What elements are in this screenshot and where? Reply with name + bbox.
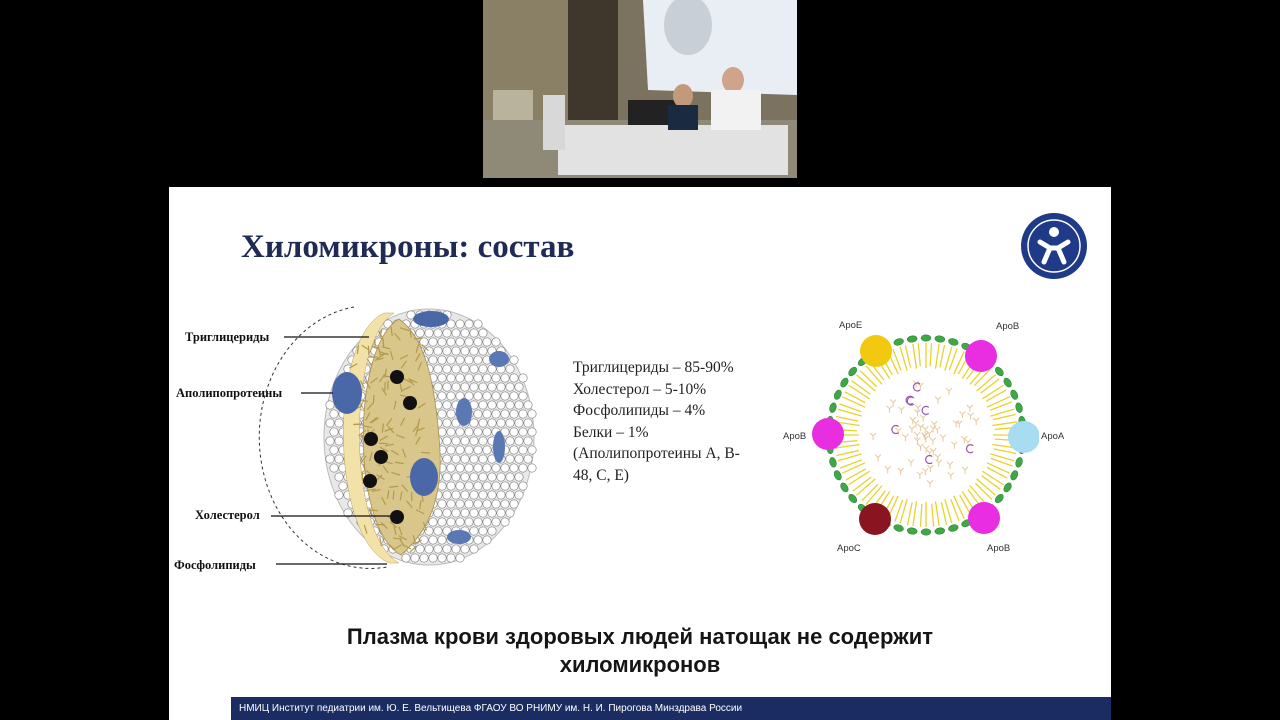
composition-item: Белки – 1% bbox=[573, 423, 649, 441]
apo-e-protein bbox=[860, 335, 892, 367]
presentation-slide bbox=[169, 187, 1111, 720]
conclusion-line-2: хиломикронов bbox=[559, 652, 721, 677]
composition-item: 48, С, Е) bbox=[573, 466, 629, 484]
apo-label: ApoB bbox=[987, 543, 1011, 554]
composition-item: (Аполипопротеины А, В- bbox=[573, 445, 740, 462]
conclusion-line-1: Плазма крови здоровых людей натощак не содержит bbox=[346, 624, 934, 649]
composition-item: Холестерол – 5-10% bbox=[573, 380, 707, 398]
slide-footer: НМИЦ Институт педиатрии им. Ю. Е. Вельтищева ФГАОУ ВО РНИМУ им. Н. И. Пирогова Минздрава России bbox=[231, 697, 1111, 720]
label-phospholipids: Фосфолипиды bbox=[174, 558, 256, 572]
apo-label: ApoC bbox=[837, 543, 861, 554]
institute-logo-icon bbox=[1020, 212, 1088, 280]
apo-a-protein bbox=[1008, 421, 1039, 453]
apo-b-protein bbox=[812, 418, 844, 450]
apo-label: ApoA bbox=[1041, 431, 1065, 442]
apo-c-protein bbox=[859, 503, 891, 535]
webcam-scene bbox=[483, 0, 797, 178]
slide-conclusion bbox=[169, 623, 1111, 679]
apo-label: ApoB bbox=[783, 431, 807, 442]
label-triglycerides: Триглицериды bbox=[185, 330, 270, 344]
apo-b-protein bbox=[968, 502, 1000, 534]
chylomicron-cross-section-diagram bbox=[169, 297, 549, 587]
chylomicron-ring-diagram bbox=[809, 327, 1039, 547]
composition-item: Триглицериды – 85-90% bbox=[573, 359, 734, 376]
composition-list bbox=[573, 357, 740, 486]
label-cholesterol: Холестерол bbox=[195, 508, 260, 522]
apo-label: ApoE bbox=[839, 320, 863, 331]
label-apolipoproteins: Аполипопротеины bbox=[176, 386, 283, 400]
apo-b-protein bbox=[965, 340, 997, 372]
composition-item: Фосфолипиды – 4% bbox=[573, 402, 706, 419]
webcam-video-feed bbox=[483, 0, 797, 178]
slide-title: Хиломикроны: состав bbox=[241, 229, 575, 265]
apo-label: ApoB bbox=[996, 321, 1020, 332]
